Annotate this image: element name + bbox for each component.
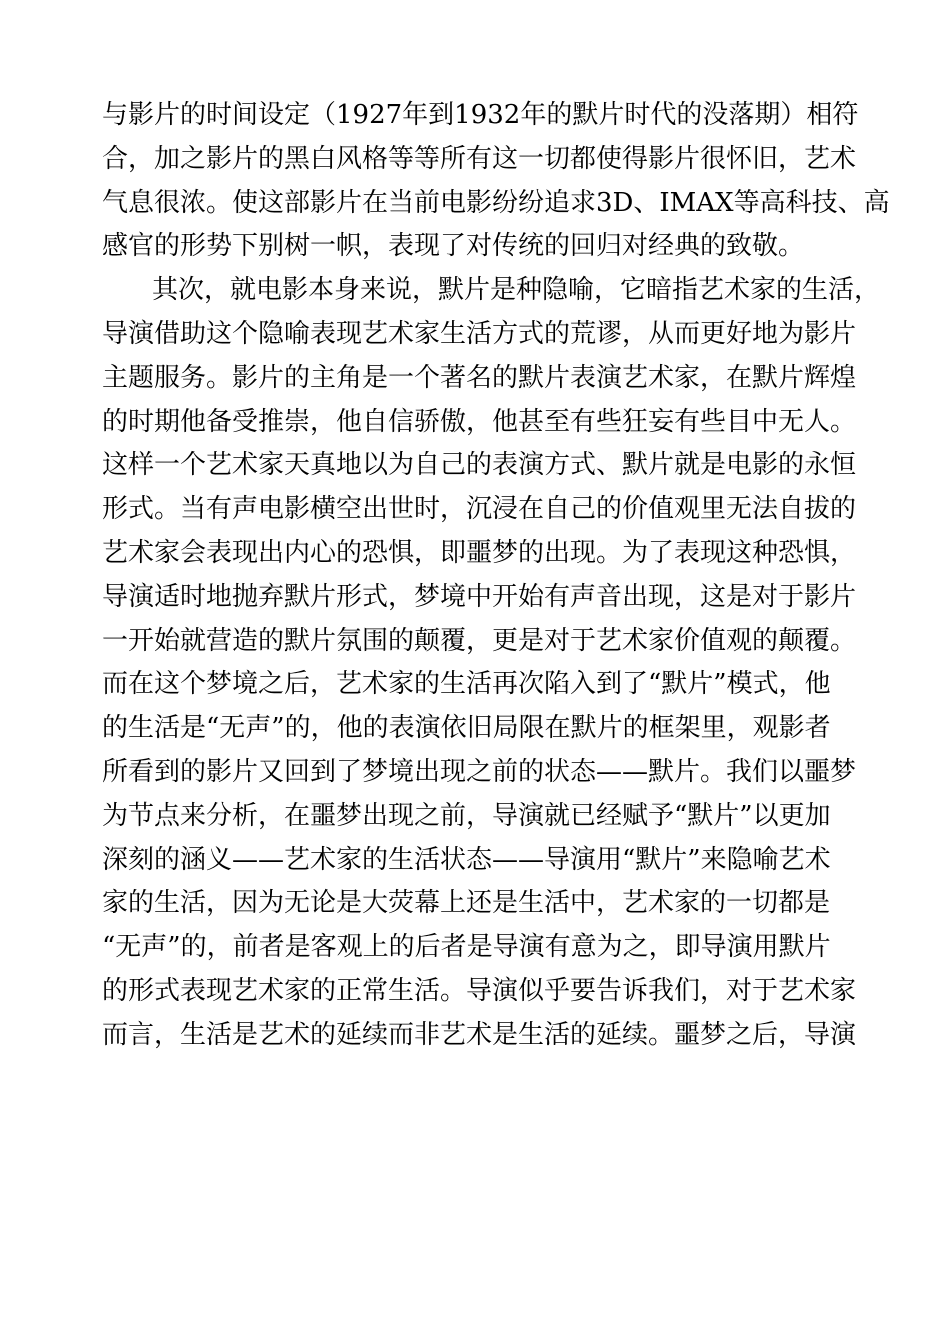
text-line: 深刻的涵义——艺术家的生活状态——导演用“默片”来隐喻艺术 [102,844,831,875]
text-line: 为节点来分析，在噩梦出现之前，导演就已经赋予“默片”以更加 [102,800,831,831]
text-line: 形式。当有声电影横空出世时，沉浸在自己的价值观里无法自拔的 [102,494,857,525]
text-line: 所看到的影片又回到了梦境出现之前的状态——默片。我们以噩梦 [102,756,857,787]
text-line: 家的生活，因为无论是大荧幕上还是生活中，艺术家的一切都是 [102,888,831,919]
text-line: 气息很浓。使这部影片在当前电影纷纷追求3D、IMAX等高科技、高 [102,187,890,218]
text-line: 的时期他备受推崇，他自信骄傲，他甚至有些狂妄有些目中无人。 [102,406,857,437]
text-line: 导演借助这个隐喻表现艺术家生活方式的荒谬，从而更好地为影片 [102,318,857,349]
body-text [102,94,890,1058]
text-line: “无声”的，前者是客观上的后者是导演有意为之，即导演用默片 [102,932,831,963]
text-line: 感官的形势下别树一帜，表现了对传统的回归对经典的致敬。 [102,231,805,262]
text-line: 的形式表现艺术家的正常生活。导演似乎要告诉我们，对于艺术家 [102,975,857,1006]
text-line: 导演适时地抛弃默片形式，梦境中开始有声音出现，这是对于影片 [102,581,857,612]
text-line: 的生活是“无声”的，他的表演依旧局限在默片的框架里，观影者 [102,713,831,744]
text-line: 艺术家会表现出内心的恐惧，即噩梦的出现。为了表现这种恐惧， [102,537,857,568]
text-line: 一开始就营造的默片氛围的颠覆，更是对于艺术家价值观的颠覆。 [102,625,857,656]
paragraph [102,269,881,1057]
text-line: 合，加之影片的黑白风格等等所有这一切都使得影片很怀旧，艺术 [102,143,857,174]
text-line: 主题服务。影片的主角是一个著名的默片表演艺术家，在默片辉煌 [102,362,857,393]
paragraph [102,94,890,269]
text-line: 而在这个梦境之后，艺术家的生活再次陷入到了“默片”模式，他 [102,669,831,700]
text-line: 而言，生活是艺术的延续而非艺术是生活的延续。噩梦之后，导演 [102,1019,857,1050]
text-line: 其次，就电影本身来说，默片是种隐喻，它暗指艺术家的生活， [152,275,881,306]
text-line: 这样一个艺术家天真地以为自己的表演方式、默片就是电影的永恒 [102,450,857,481]
text-line: 与影片的时间设定（1927年到1932年的默片时代的没落期）相符 [102,100,859,130]
